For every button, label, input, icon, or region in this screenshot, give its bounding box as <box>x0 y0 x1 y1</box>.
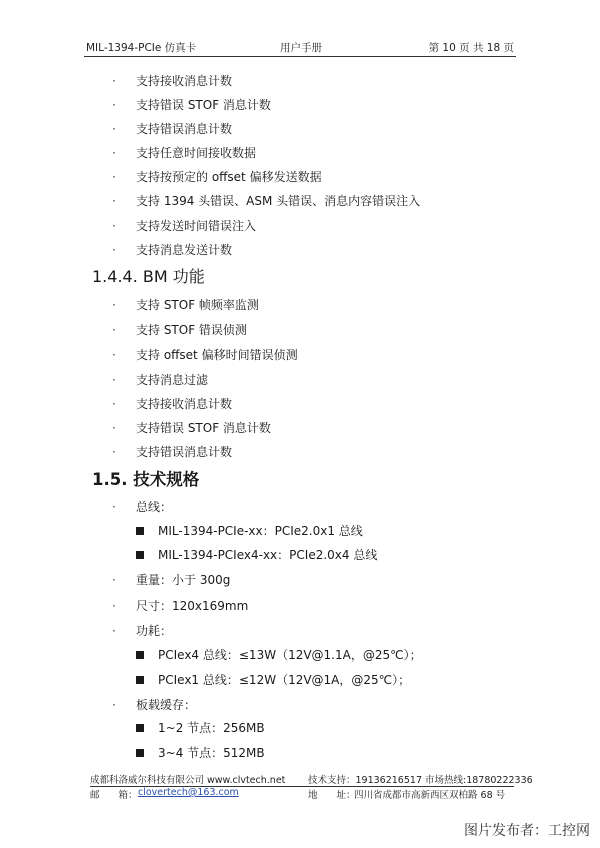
bullet-icon: · <box>112 98 116 112</box>
square-bullet-icon <box>136 527 144 535</box>
header-page-number: 第 10 页 共 18 页 <box>428 42 514 54</box>
bullet-icon: · <box>112 573 116 587</box>
footer-address-label: 地 址： <box>308 790 356 801</box>
square-bullet-icon <box>136 724 144 732</box>
page-footer <box>90 772 533 802</box>
footer-email-label: 邮 箱： <box>90 790 138 801</box>
footer-company: 成都科洛威尔科技有限公司 www.clvtech.net <box>90 775 286 786</box>
bullet-icon: · <box>112 500 116 514</box>
bullet-icon: · <box>112 373 116 387</box>
header-doc-title: MIL-1394-PCIe 仿真卡 <box>86 42 197 54</box>
bullet-icon: · <box>112 624 116 638</box>
bullet-icon: · <box>112 599 116 613</box>
bullet-icon: · <box>112 397 116 411</box>
bullet-icon: · <box>112 122 116 136</box>
bullet-icon: · <box>112 421 116 435</box>
bullet-icon: · <box>112 445 116 459</box>
square-bullet-icon <box>136 676 144 684</box>
bullet-icon: · <box>112 74 116 88</box>
footer-email-link[interactable]: clovertech@163.com <box>138 787 239 798</box>
bullet-icon: · <box>112 323 116 337</box>
footer-address: 四川省成都市高新西区双柏路 68 号 <box>354 790 506 801</box>
watermark: 图片发布者：工控网 <box>464 823 590 839</box>
section-heading-spec: 1.5. 技术规格 <box>92 470 200 489</box>
section-heading-bm: 1.4.4. BM 功能 <box>92 267 205 286</box>
page-header <box>84 40 516 57</box>
footer-support: 技术支持：19136216517 市场热线:18780222336 <box>308 775 533 786</box>
bullet-icon: · <box>112 698 116 712</box>
bullet-icon: · <box>112 146 116 160</box>
square-bullet-icon <box>136 749 144 757</box>
bullet-icon: · <box>112 194 116 208</box>
square-bullet-icon <box>136 651 144 659</box>
header-manual-label: 用户手册 <box>280 42 322 54</box>
bullet-icon: · <box>112 298 116 312</box>
bullet-icon: · <box>112 348 116 362</box>
bullet-icon: · <box>112 170 116 184</box>
square-bullet-icon <box>136 551 144 559</box>
bullet-icon: · <box>112 243 116 257</box>
bullet-icon: · <box>112 219 116 233</box>
